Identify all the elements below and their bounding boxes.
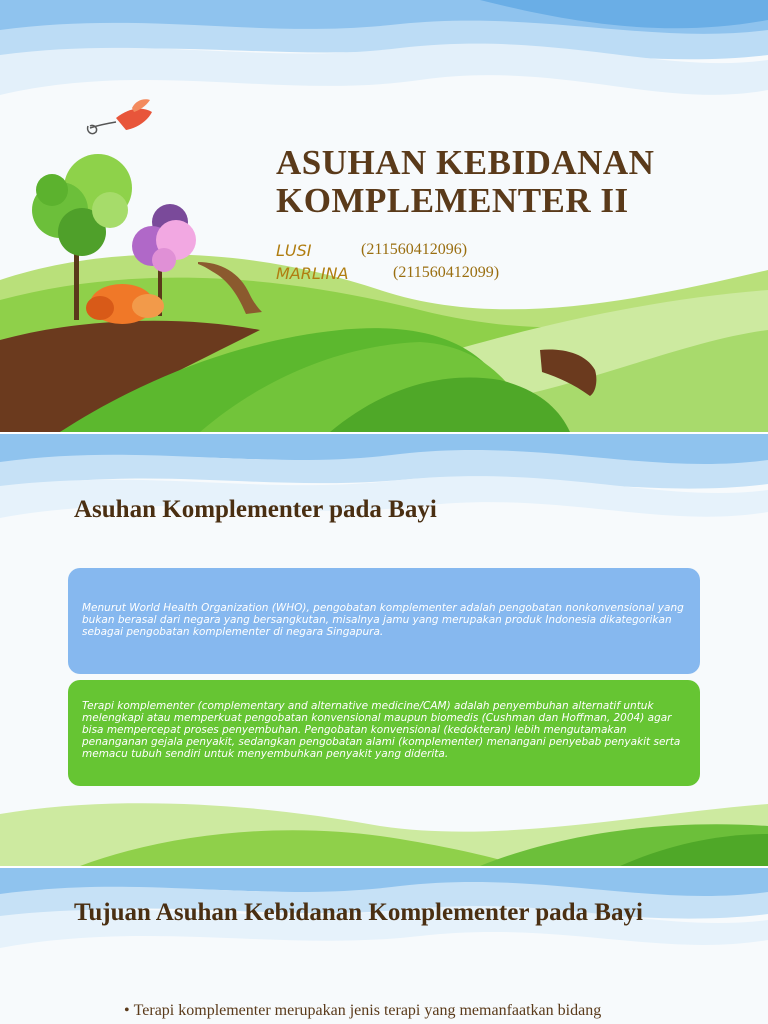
section-heading: Asuhan Komplementer pada Bayi xyxy=(74,496,437,523)
bullet-dot-icon: • xyxy=(124,1002,130,1019)
bullet-text: Terapi komplementer merupakan jenis terapi yang memanfaatkan bidang xyxy=(133,1002,602,1019)
title-slide xyxy=(0,0,768,432)
slide-background xyxy=(0,868,768,1024)
content-slide-2 xyxy=(0,868,768,1024)
author-name-2: MARLINA xyxy=(276,264,349,283)
title-line-1: ASUHAN KEBIDANAN xyxy=(276,143,655,182)
bullet-item xyxy=(124,1002,696,1020)
cam-definition-box: Terapi komplementer (complementary and alternative medicine/CAM) adalah penyembuhan alternatif untuk melengkapi atau memperkuat pengobatan konvensional maupun biomedis (Cushman dan Hoffman, 2004) agar bisa mempercepat proses penyembuhan. Pengobatan konvensional (kedokteran) lebih mengutamakan penanganan gejala penyakit, sedangkan pengobatan alami (komplementer) menangani penyebab penyakit serta memacu tubuh sendiri untuk menyembuhkan penyakit yang diderita. xyxy=(68,680,700,786)
author-row-2 xyxy=(276,264,500,283)
author-row-1 xyxy=(276,241,468,260)
author-name-1: LUSI xyxy=(276,241,312,260)
who-definition-box: Menurut World Health Organization (WHO), pengobatan komplementer adalah pengobatan nonkonvensional yang bukan berasal dari negara yang bersangkutan, misalnya jamu yang merupakan produk Indonesia dikategorikan sebagai pengobatan komplementer di negara Singapura. xyxy=(68,568,700,674)
author-nim-2: (211560412099) xyxy=(393,264,500,281)
content-slide-1 xyxy=(0,434,768,866)
title-line-2: KOMPLEMENTER II xyxy=(276,181,629,220)
section-heading: Tujuan Asuhan Kebidanan Komplementer pada Bayi xyxy=(74,899,643,926)
presentation-title xyxy=(276,144,654,220)
author-nim-1: (211560412096) xyxy=(361,241,468,258)
